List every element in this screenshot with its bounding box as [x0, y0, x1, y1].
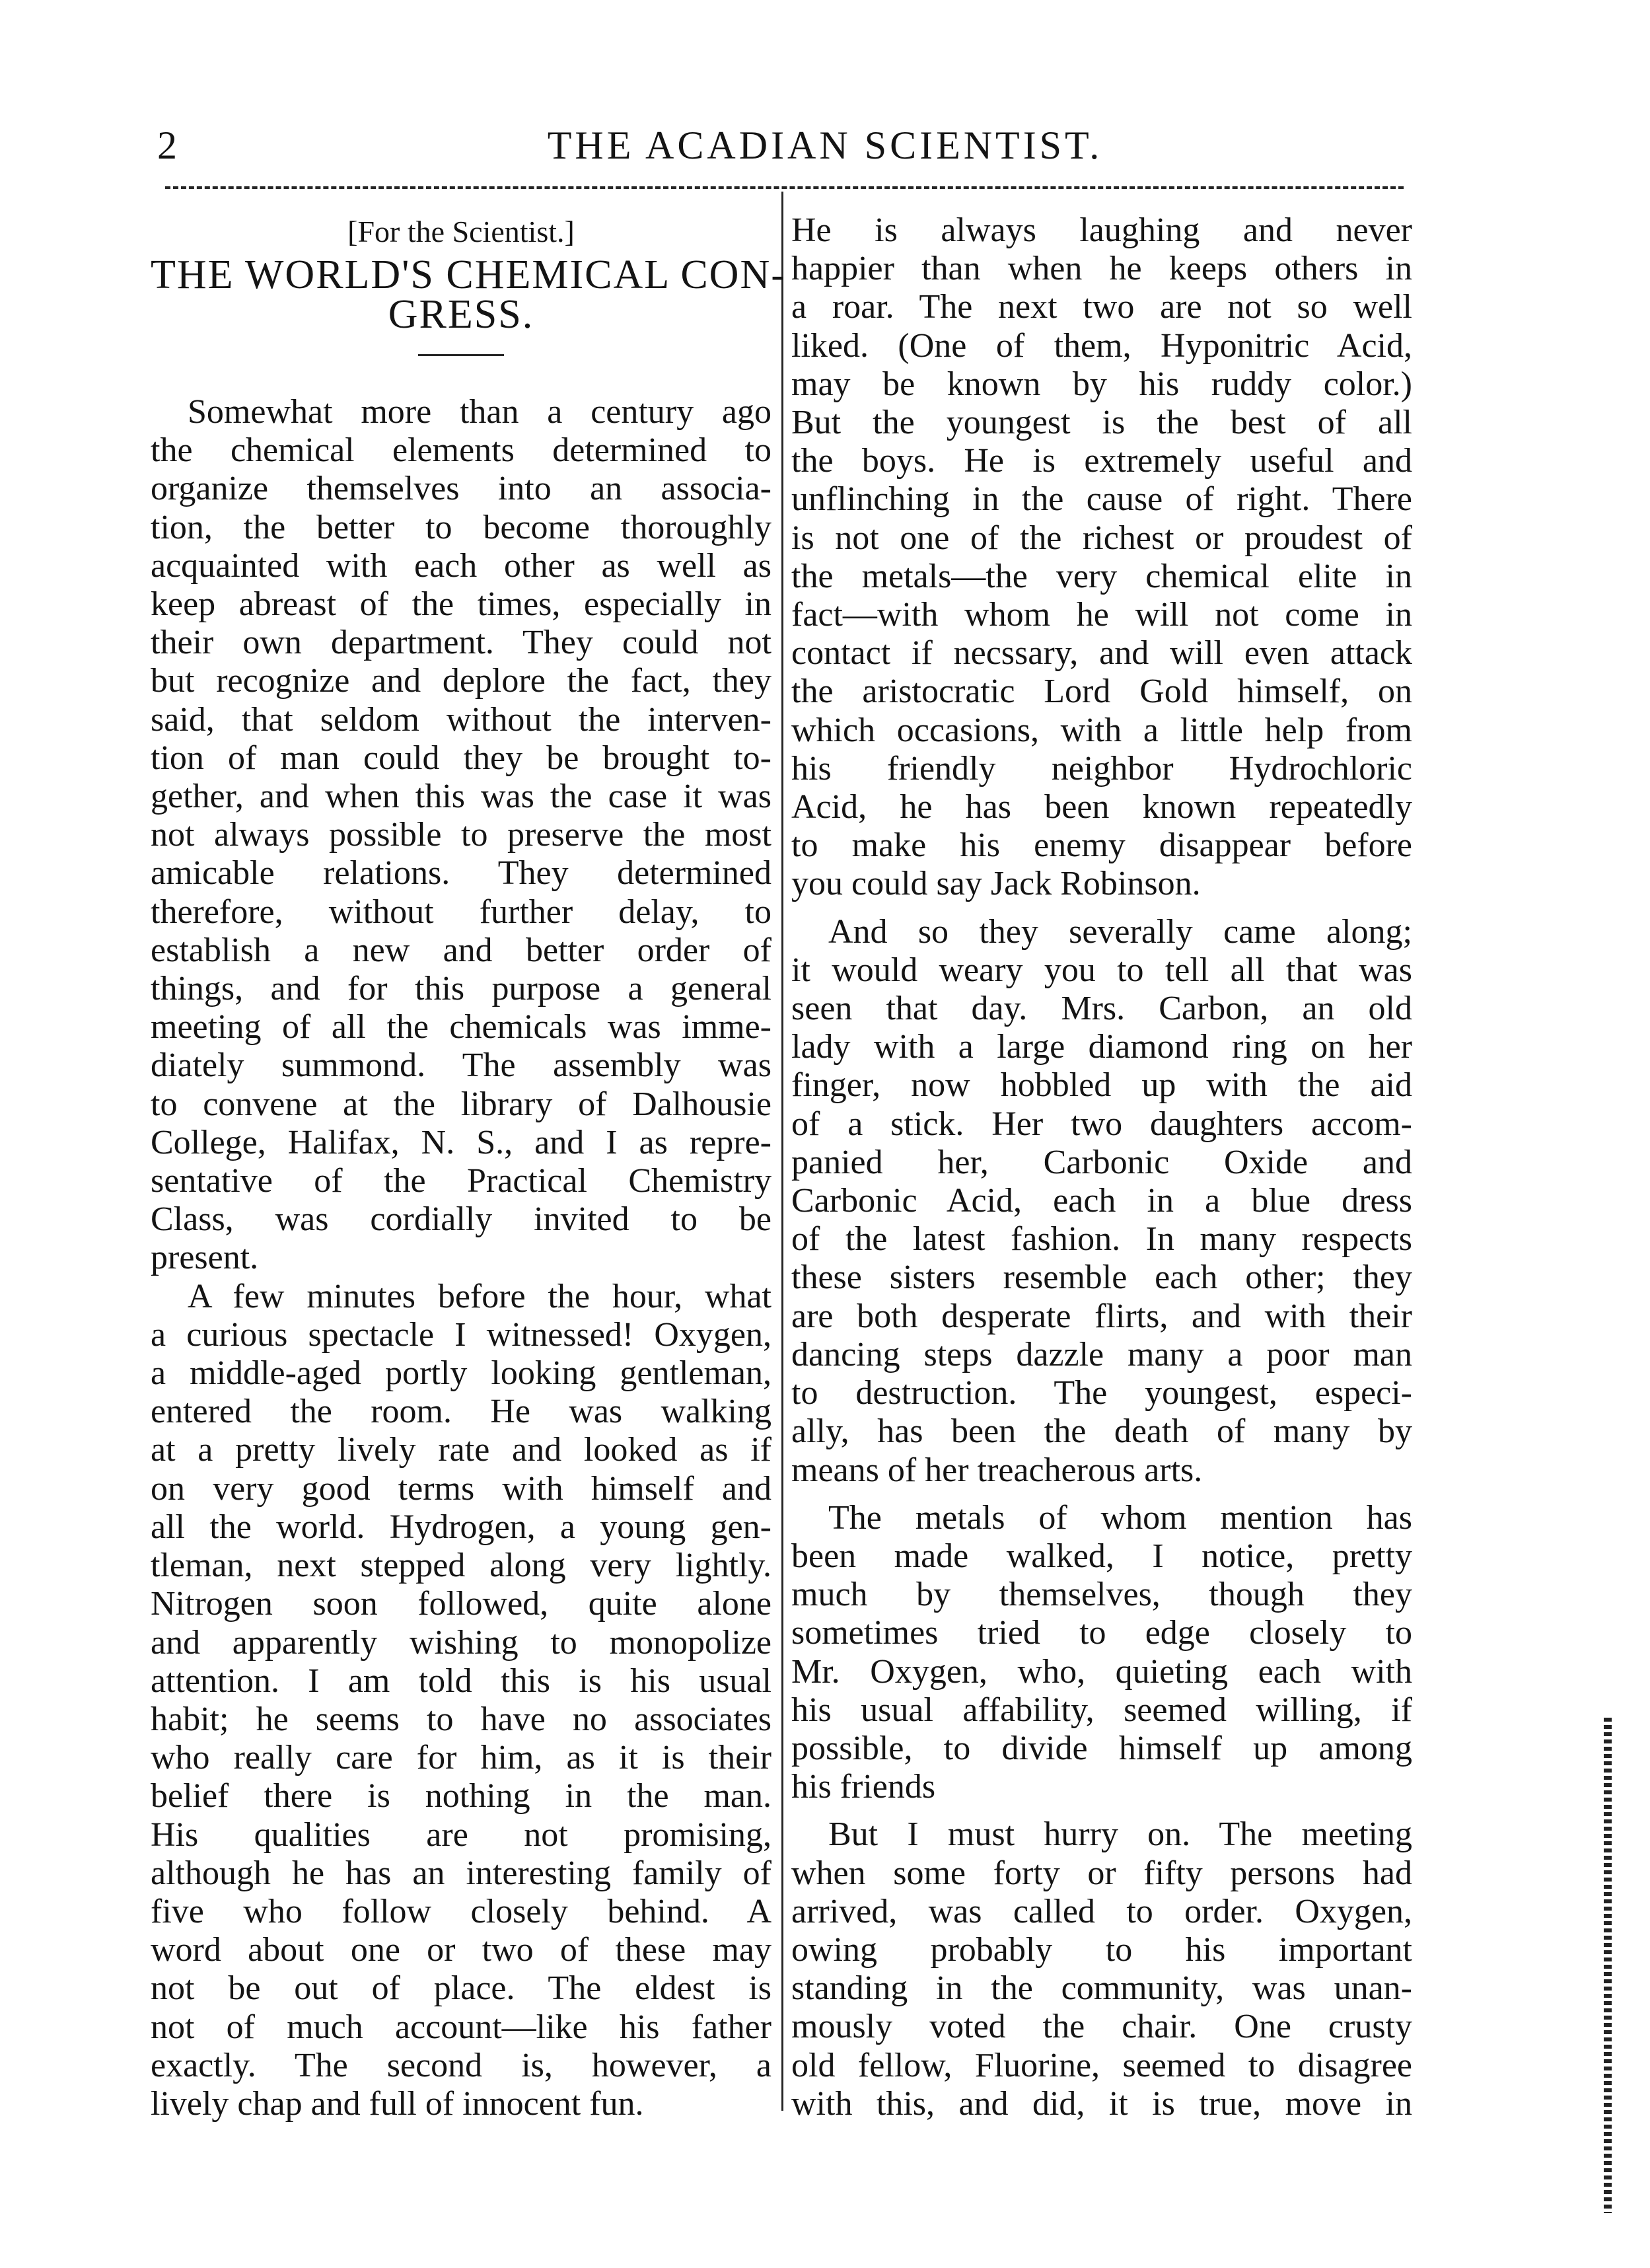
right-column	[791, 211, 1412, 2123]
text-line: Acid, he has been known repeatedly	[791, 788, 1412, 826]
title-rule	[418, 354, 504, 356]
text-line: But I must hurry on. The meeting	[828, 1815, 1412, 1854]
right-paragraph-3	[791, 1499, 1412, 1807]
text-line: Somewhat more than a century ago	[188, 393, 771, 431]
paragraph-gap	[791, 1806, 1412, 1815]
text-line: entered the room. He was walking	[151, 1393, 771, 1431]
text-line: the metals—the very chemical elite in	[791, 557, 1412, 595]
text-line: not be out of place. The eldest is	[151, 1969, 771, 2008]
text-line: mously voted the chair. One crusty	[791, 2008, 1412, 2046]
article-title-line-2: GRESS.	[388, 292, 534, 337]
text-line: to convene at the library of Dalhousie	[151, 1085, 771, 1123]
text-line: it would weary you to tell all that was	[791, 951, 1412, 989]
text-line: dancing steps dazzle many a poor man	[791, 1335, 1412, 1373]
text-line: College, Halifax, N. S., and I as repre-	[151, 1123, 771, 1161]
text-line: although he has an interesting family of	[151, 1854, 771, 1892]
text-line: He is always laughing and never	[791, 211, 1412, 249]
paragraph-gap	[791, 1490, 1412, 1499]
text-line: the boys. He is extremely useful and	[791, 442, 1412, 480]
text-line: five who follow closely behind. A	[151, 1892, 771, 1930]
left-paragraph-1	[151, 393, 771, 1278]
text-line: a roar. The next two are not so well	[791, 288, 1412, 326]
text-line: sentative of the Practical Chemistry	[151, 1162, 771, 1200]
header-rule	[165, 186, 1404, 189]
text-line: his friendly neighbor Hydrochloric	[791, 749, 1412, 787]
right-paragraph-1	[791, 211, 1412, 904]
text-line: which occasions, with a little help from	[791, 711, 1412, 749]
text-line: said, that seldom without the interven-	[151, 700, 771, 739]
text-line: means of her treacherous arts.	[791, 1451, 1203, 1489]
text-line: And so they severally came along;	[828, 912, 1412, 951]
right-paragraph-4	[791, 1815, 1412, 2123]
text-line: their own department. They could not	[151, 624, 771, 662]
text-line: establish a new and better order of	[151, 931, 771, 969]
text-line: sometimes tried to edge closely to	[791, 1614, 1412, 1652]
text-line: Nitrogen soon followed, quite alone	[151, 1585, 771, 1623]
text-line: lady with a large diamond ring on her	[791, 1028, 1412, 1066]
text-line: belief there is nothing in the man.	[151, 1777, 771, 1815]
running-head: THE ACADIAN SCIENTIST.	[547, 124, 1103, 167]
paragraph-gap	[791, 904, 1412, 913]
text-line: seen that day. Mrs. Carbon, an old	[791, 990, 1412, 1028]
text-line: gether, and when this was the case it was	[151, 778, 771, 816]
text-line: word about one or two of these may	[151, 1931, 771, 1969]
text-line: Class, was cordially invited to be	[151, 1200, 771, 1239]
text-line: possible, to divide himself up among	[791, 1729, 1412, 1767]
text-line: tion of man could they be brought to-	[151, 739, 771, 777]
text-line: diately summond. The assembly was	[151, 1046, 771, 1085]
text-line: but recognize and deplore the fact, they	[151, 662, 771, 700]
article-title-line-1: THE WORLD'S CHEMICAL CON-	[151, 252, 786, 297]
page-number: 2	[157, 124, 177, 167]
text-line: finger, now hobbled up with the aid	[791, 1066, 1412, 1105]
text-line: when some forty or fifty persons had	[791, 1854, 1412, 1892]
text-line: you could say Jack Robinson.	[791, 865, 1201, 903]
text-line: lively chap and full of innocent fun.	[151, 2084, 644, 2123]
text-line: and apparently wishing to monopolize	[151, 1623, 771, 1662]
text-line: who really care for him, as it is their	[151, 1739, 771, 1777]
text-line: tleman, next stepped along very lightly.	[151, 1547, 771, 1585]
text-line: organize themselves into an associa-	[151, 470, 771, 508]
text-line: A few minutes before the hour, what	[188, 1277, 771, 1315]
text-line: much by themselves, though they	[791, 1576, 1412, 1614]
text-line: old fellow, Fluorine, seemed to disagree	[791, 2046, 1412, 2084]
text-line: with this, and did, it is true, move in	[791, 2084, 1412, 2123]
left-paragraph-2	[151, 1278, 771, 2123]
text-line: Carbonic Acid, each in a blue dress	[791, 1182, 1412, 1220]
text-line: on very good terms with himself and	[151, 1469, 771, 1508]
text-line: habit; he seems to have no associates	[151, 1700, 771, 1738]
text-line: all the world. Hydrogen, a young gen-	[151, 1508, 771, 1546]
text-line: these sisters resemble each other; they	[791, 1259, 1412, 1297]
text-line: fact—with whom he will not come in	[791, 596, 1412, 634]
text-line: exactly. The second is, however, a	[151, 2046, 771, 2084]
text-line: amicable relations. They determined	[151, 854, 771, 893]
text-line: of a stick. Her two daughters accom-	[791, 1105, 1412, 1143]
text-line: Mr. Oxygen, who, quieting each with	[791, 1652, 1412, 1691]
scan-edge-mark	[1604, 1718, 1612, 2213]
text-line: been made walked, I notice, pretty	[791, 1537, 1412, 1575]
text-line: may be known by his ruddy color.)	[791, 365, 1412, 403]
text-line: the aristocratic Lord Gold himself, on	[791, 673, 1412, 711]
text-line: unflinching in the cause of right. There	[791, 480, 1412, 519]
article-kicker: [For the Scientist.]	[347, 215, 575, 248]
text-line: contact if necssary, and will even attack	[791, 634, 1412, 673]
text-line: not always possible to preserve the most	[151, 816, 771, 854]
text-line: is not one of the richest or proudest of	[791, 519, 1412, 557]
text-line: acquainted with each other as well as	[151, 546, 771, 585]
text-line: at a pretty lively rate and looked as if	[151, 1431, 771, 1469]
text-line: keep abreast of the times, especially in	[151, 585, 771, 624]
text-line: his usual affability, seemed willing, if	[791, 1691, 1412, 1729]
text-line: liked. (One of them, Hyponitric Acid,	[791, 326, 1412, 365]
text-line: things, and for this purpose a general	[151, 970, 771, 1008]
column-divider	[781, 192, 783, 2111]
text-line: arrived, was called to order. Oxygen,	[791, 1892, 1412, 1930]
text-line: are both desperate flirts, and with their	[791, 1297, 1412, 1335]
text-line: a curious spectacle I witnessed! Oxygen,	[151, 1315, 771, 1354]
text-line: But the youngest is the best of all	[791, 404, 1412, 442]
text-line: The metals of whom mention has	[828, 1498, 1412, 1537]
text-line: to make his enemy disappear before	[791, 826, 1412, 865]
text-line: his friends	[791, 1768, 936, 1806]
text-line: the chemical elements determined to	[151, 431, 771, 470]
text-line: attention. I am told this is his usual	[151, 1662, 771, 1700]
text-line: a middle-aged portly looking gentleman,	[151, 1354, 771, 1393]
right-paragraph-2	[791, 913, 1412, 1490]
text-line: owing probably to his important	[791, 1930, 1412, 1969]
text-line: standing in the community, was unan-	[791, 1969, 1412, 2008]
text-line: His qualities are not promising,	[151, 1815, 771, 1854]
text-line: ally, has been the death of many by	[791, 1412, 1412, 1451]
text-line: panied her, Carbonic Oxide and	[791, 1143, 1412, 1181]
text-line: present.	[151, 1239, 259, 1277]
text-line: therefore, without further delay, to	[151, 893, 771, 931]
text-line: of the latest fashion. In many respects	[791, 1220, 1412, 1259]
text-line: not of much account—like his father	[151, 2008, 771, 2046]
left-column	[151, 211, 786, 2123]
text-line: tion, the better to become thoroughly	[151, 508, 771, 546]
text-line: happier than when he keeps others in	[791, 250, 1412, 288]
text-line: to destruction. The youngest, especi-	[791, 1374, 1412, 1412]
text-line: meeting of all the chemicals was imme-	[151, 1008, 771, 1046]
